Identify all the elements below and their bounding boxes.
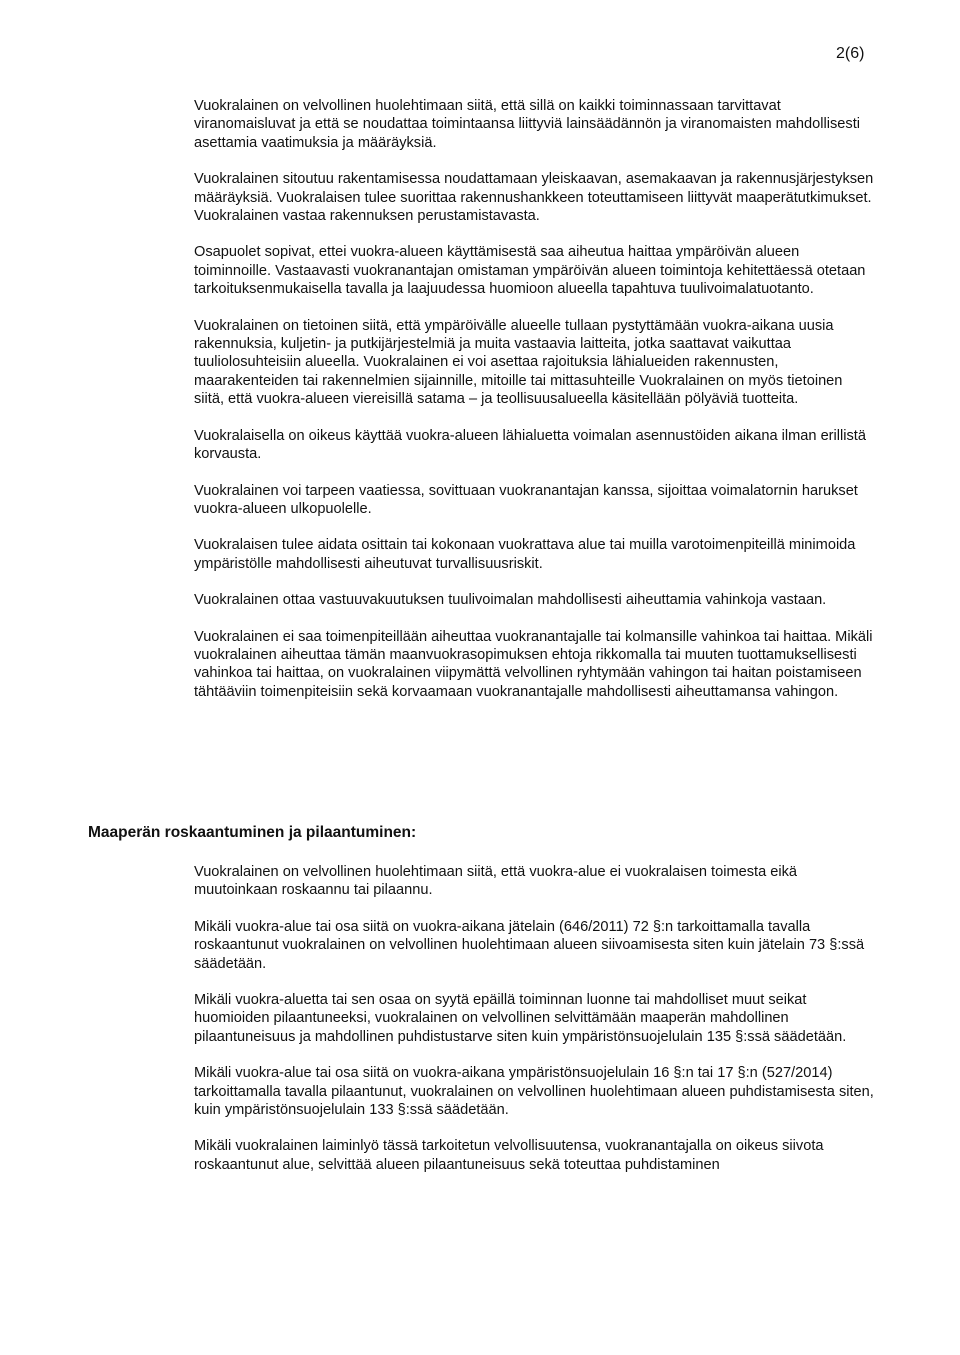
paragraph: Mikäli vuokra-aluetta tai sen osaa on syytä epäillä toiminnan luonne tai mahdolliset muut seikat huomioiden pilaantuneeksi, vuokralainen on velvollinen selvittämään maaperän mahdollinen pilaantuneisuus ja mahdollinen puhdistustarve siten kuin ympäristönsuojelulain 135 §:ssä säädetään.	[194, 992, 847, 1045]
paragraph: Vuokralainen on velvollinen huolehtimaan siitä, että sillä on kaikki toiminnassaan tarvittavat viranomaisluvat ja että se noudattaa toimintaansa liittyviä lainsäädännön ja viranomaisten mahdollisesti asettamia vaatimuksia ja määräyksiä.	[194, 98, 861, 151]
paragraph: Vuokralainen sitoutuu rakentamisessa noudattamaan yleiskaavan, asemakaavan ja rakennusjärjestyksen määräyksiä. Vuokralaisen tulee suorittaa rakennushankkeen toteuttamiseen liittyvät maaperätutkimukset. Vuokralainen vastaa rakennuksen perustamistavasta.	[194, 171, 874, 225]
paragraph: Vuokralainen on tietoinen siitä, että ympäröivälle alueelle tullaan pystyttämään vuokra-aikana uusia rakennuksia, kuljetin- ja putkijärjestelmiä ja muita vastaavia laitteita, jotka saattavat vaikuttaa tuuliolosuhteisiin alueella. Vuokralainen ei voi asettaa rajoituksia lähialueiden rakennusten, maarakenteiden tai rakennelmien sijainnille, mitoille tai mittasuhteille Vuokralainen on myös tietoinen siitä, että vuokra-alueen viereisillä satama – ja teollisuusalueella käsitellään pölyäviä tuotteita.	[194, 317, 843, 408]
paragraph: Mikäli vuokralainen laiminlyö tässä tarkoitetun velvollisuutensa, vuokranantajalla on oikeus siivota roskaantunut alue, selvittää alueen pilaantuneisuus sekä toteuttaa puhdistaminen	[194, 1138, 824, 1173]
paragraph: Vuokralaisen tulee aidata osittain tai kokonaan vuokrattava alue tai muilla varotoimenpiteillä minimoida ympäristölle mahdollisesti aiheutuvat turvallisuusriskit.	[194, 537, 856, 572]
paragraph: Vuokralaisella on oikeus käyttää vuokra-alueen lähialuetta voimalan asennustöiden aikana ilman erillistä korvausta.	[194, 427, 866, 463]
body-text-section	[194, 863, 874, 1192]
paragraph: Vuokralainen voi tarpeen vaatiessa, sovittuaan vuokranantajan kanssa, sijoittaa voimalatornin harukset vuokra-alueen ulkopuolelle.	[194, 482, 858, 517]
page-number: 2(6)	[836, 45, 865, 62]
paragraph: Vuokralainen on velvollinen huolehtimaan siitä, että vuokra-alue ei vuokralaisen toimesta eikä muutoinkaan roskaannu tai pilaannu.	[194, 864, 798, 899]
body-text-upper	[194, 97, 874, 719]
paragraph: Vuokralainen ottaa vastuuvakuutuksen tuulivoimalan mahdollisesti aiheuttamia vahinkoja vastaan.	[194, 592, 827, 609]
paragraph: Vuokralainen ei saa toimenpiteillään aiheuttaa vuokranantajalle tai kolmansille vahinkoa tai haittaa. Mikäli vuokralainen aiheuttaa tämän maanvuokrasopimuksen ehtoja rikkomalla tai muuten tuottamuksellisesti vahinkoa tai haittaa, on vuokralainen viipymättä velvollinen ryhtymään vahingon tai haitan poistamiseen tähtääviin toimenpiteisiin sekä korvaamaan vuokranantajalle mahdollisesti aiheuttamansa vahingon.	[194, 628, 873, 700]
section-heading: Maaperän roskaantuminen ja pilaantuminen:	[88, 824, 417, 841]
paragraph: Osapuolet sopivat, ettei vuokra-alueen käyttämisestä saa aiheutua haittaa ympäröivän alueen toiminnoille. Vastaavasti vuokranantajan omistaman ympäröivän alueen toimintoja kehitettäessä otetaan tarkoituksenmukaisella tavalla ja laajuudessa huomioon alueella tapahtuva tuulivoimalatuotanto.	[194, 244, 866, 298]
paragraph: Mikäli vuokra-alue tai osa siitä on vuokra-aikana jätelain (646/2011) 72 §:n tarkoittamalla tavalla roskaantunut vuokralainen on velvollinen huolehtimaan alueen siivoamisesta siten kuin jätelain 73 §:ssä säädetään.	[194, 918, 865, 972]
paragraph: Mikäli vuokra-alue tai osa siitä on vuokra-aikana ympäristönsuojelulain 16 §:n tai 17 §:n (527/2014) tarkoittamalla tavalla pilaantunut, vuokralainen on velvollinen huolehtimaan alueen puhdistamisesta siten, kuin ympäristönsuojelulain 133 §:ssä säädetään.	[194, 1065, 874, 1119]
